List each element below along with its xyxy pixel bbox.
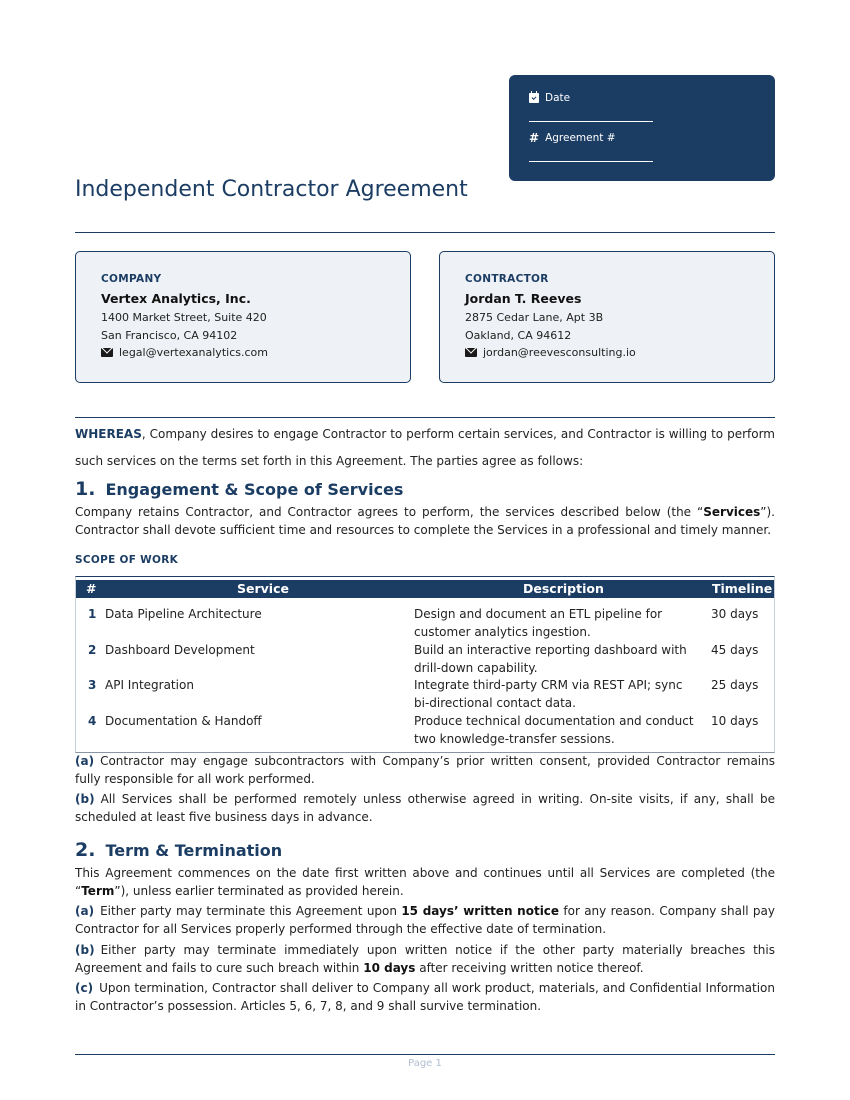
section-1-clause-a	[75, 752, 775, 788]
contractor-email-text: jordan@reevesconsulting.io	[483, 346, 636, 359]
footer-divider	[75, 1054, 775, 1055]
company-tag: COMPANY	[101, 273, 162, 285]
clause-text: for any reason. Company shall pay Contractor for all Services properly performed through the effective date of termination.	[75, 904, 775, 936]
table-header	[76, 580, 774, 598]
row-num: 2	[88, 643, 97, 657]
row-description: Build an interactive reporting dashboard with drill-down capability.	[414, 643, 687, 675]
row-timeline: 30 days	[711, 607, 759, 621]
row-service: Data Pipeline Architecture	[105, 607, 262, 621]
title-divider	[75, 232, 775, 233]
contractor-address-line1: 2875 Cedar Lane, Apt 3B	[465, 311, 604, 324]
row-service: API Integration	[105, 678, 194, 692]
section-1-number: 1.	[75, 478, 96, 500]
term-term: Term	[81, 884, 115, 898]
whereas-keyword: WHEREAS	[75, 427, 142, 441]
section-1-text-a: Company retains Contractor, and Contractor agrees to perform, the services described below (the “	[75, 505, 704, 519]
cure-period: 10 days	[363, 961, 416, 975]
agreement-number-label: Agreement #	[545, 132, 616, 144]
clause-key: (b)	[75, 792, 95, 806]
date-underline	[529, 121, 653, 122]
agreement-number-field[interactable]	[529, 132, 755, 172]
clause-text: All Services shall be performed remotely unless otherwise agreed in writing. On-site visits, if any, shall be scheduled at least five business days in advance.	[75, 792, 775, 824]
agreement-info-box	[509, 75, 775, 181]
services-term: Services	[703, 505, 761, 519]
row-timeline: 25 days	[711, 678, 759, 692]
section-1-heading	[75, 478, 403, 500]
section-2-title: Term & Termination	[105, 841, 283, 860]
hash-icon: #	[529, 131, 540, 145]
scope-table	[75, 576, 775, 753]
row-timeline: 45 days	[711, 643, 759, 657]
date-field[interactable]	[529, 92, 755, 132]
section-2-clause-b	[75, 941, 775, 977]
date-label: Date	[545, 92, 571, 104]
company-name: Vertex Analytics, Inc.	[101, 291, 251, 306]
calendar-icon	[529, 93, 539, 103]
col-description: Description	[523, 581, 604, 596]
envelope-icon	[101, 348, 113, 357]
clause-text: Upon termination, Contractor shall deliver to Company all work product, materials, and Confidential Information in Contractor’s possession. Articles 5, 6, 7, 8, and 9 shall survive termination.	[75, 981, 775, 1013]
contractor-name: Jordan T. Reeves	[465, 291, 582, 306]
clause-text: Either party may terminate this Agreement upon	[100, 904, 402, 918]
row-num: 1	[88, 607, 97, 621]
section-2-text-b: ”), unless earlier terminated as provided herein.	[114, 884, 404, 898]
row-num: 3	[88, 678, 97, 692]
section-1-paragraph	[75, 503, 775, 539]
document-title: Independent Contractor Agreement	[75, 177, 468, 202]
section-2-clause-a	[75, 902, 775, 938]
clause-key: (c)	[75, 981, 94, 995]
section-2-clause-c	[75, 979, 775, 1015]
contractor-tag: CONTRACTOR	[465, 273, 549, 285]
row-description: Design and document an ETL pipeline for customer analytics ingestion.	[414, 607, 663, 639]
company-address-line1: 1400 Market Street, Suite 420	[101, 311, 267, 324]
whereas-divider	[75, 417, 775, 418]
row-service: Dashboard Development	[105, 643, 255, 657]
clause-key: (b)	[75, 943, 95, 957]
row-description: Integrate third-party CRM via REST API; sync bi-directional contact data.	[414, 678, 683, 710]
whereas-text: , Company desires to engage Contractor to perform certain services, and Contractor is willing to perform such services on the terms set forth in this Agreement. The parties agree as follows:	[75, 427, 775, 468]
section-2-text-a: This Agreement commences on the date first written above and continues until all Services are completed (the “	[75, 866, 775, 898]
contractor-card	[439, 251, 775, 383]
section-1-text-b: ”). Contractor shall devote sufficient time and resources to complete the Services in a professional and timely manner.	[75, 505, 775, 537]
company-email-text: legal@vertexanalytics.com	[119, 346, 268, 359]
col-service: Service	[237, 581, 289, 596]
clause-text: after receiving written notice thereof.	[415, 961, 644, 975]
row-num: 4	[88, 714, 97, 728]
clause-text: Contractor may engage subcontractors with Company’s prior written consent, provided Contractor remains fully responsible for all work performed.	[75, 754, 775, 786]
section-2-number: 2.	[75, 839, 96, 861]
contractor-address-line2: Oakland, CA 94612	[465, 329, 572, 342]
row-service: Documentation & Handoff	[105, 714, 262, 728]
col-timeline: Timeline	[712, 581, 773, 596]
company-email[interactable]	[101, 346, 385, 359]
company-card	[75, 251, 411, 383]
contractor-email[interactable]	[465, 346, 749, 359]
row-description: Produce technical documentation and conduct two knowledge-transfer sessions.	[414, 714, 694, 746]
clause-text: Either party may terminate immediately upon written notice if the other party materially breaches this Agreement and fails to cure such breach within	[75, 943, 775, 975]
section-2-paragraph	[75, 864, 775, 900]
notice-period: 15 days’ written notice	[401, 904, 560, 918]
clause-key: (a)	[75, 904, 95, 918]
agreement-number-underline	[529, 161, 653, 162]
envelope-icon	[465, 348, 477, 357]
row-timeline: 10 days	[711, 714, 759, 728]
company-address-line2: San Francisco, CA 94102	[101, 329, 238, 342]
scope-of-work-label: SCOPE OF WORK	[75, 554, 179, 566]
col-num: #	[86, 581, 97, 596]
section-2-heading	[75, 839, 282, 861]
section-1-clause-b	[75, 790, 775, 826]
page-number: Page 1	[408, 1058, 442, 1069]
section-1-title: Engagement & Scope of Services	[105, 480, 404, 499]
whereas-paragraph	[75, 421, 775, 475]
clause-key: (a)	[75, 754, 95, 768]
